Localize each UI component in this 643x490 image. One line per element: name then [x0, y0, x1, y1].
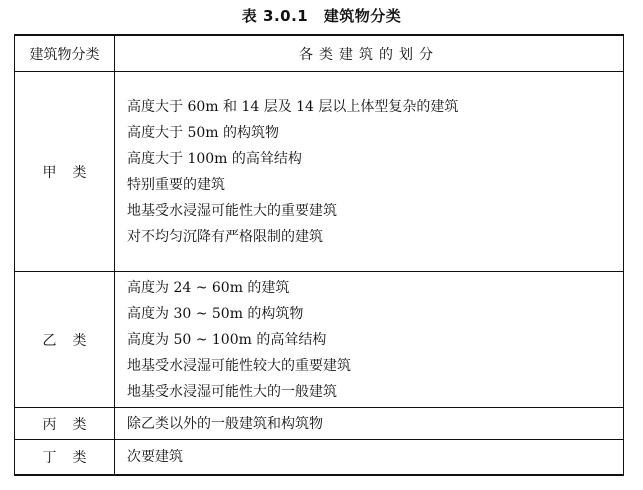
- list-item: 高度大于 100m 的高耸结构: [127, 150, 302, 167]
- table-row-class-c: [15, 408, 623, 440]
- list-item: 次要建筑: [127, 449, 183, 465]
- list-item: 高度大于 60m 和 14 层及 14 层以上体型复杂的建筑: [127, 98, 459, 115]
- category-class-d: 丁类: [15, 440, 115, 474]
- category-class-a: 甲类: [15, 72, 115, 271]
- category-class-c: 丙类: [15, 408, 115, 439]
- list-item: 对不均匀沉降有严格限制的建筑: [127, 228, 323, 245]
- list-item: 高度为 50 ~ 100m 的高耸结构: [127, 331, 327, 348]
- description-class-a: [115, 72, 623, 271]
- table-title: 表 3.0.1 建筑物分类: [241, 7, 402, 25]
- header-description: 各类建筑的划分: [299, 46, 439, 63]
- list-item: 地基受水浸湿可能性较大的重要建筑: [127, 357, 351, 374]
- list-item: 除乙类以外的一般建筑和构筑物: [127, 415, 323, 432]
- category-class-b: 乙类: [15, 272, 115, 407]
- list-item: 高度为 24 ~ 60m 的建筑: [127, 279, 290, 296]
- table-header-row: [15, 36, 623, 72]
- list-item: 高度大于 50m 的构筑物: [127, 124, 279, 141]
- list-item: 地基受水浸湿可能性大的一般建筑: [127, 383, 337, 400]
- description-class-c: [115, 408, 623, 439]
- description-class-b: [115, 272, 623, 407]
- list-item: 高度为 30 ~ 50m 的构筑物: [127, 305, 304, 322]
- table-row-class-b: [15, 272, 623, 408]
- description-class-d: [115, 440, 623, 474]
- building-classification-table: [14, 34, 624, 476]
- table-row-class-d: [15, 440, 623, 474]
- list-item: 地基受水浸湿可能性大的重要建筑: [127, 202, 337, 219]
- table-row-class-a: [15, 72, 623, 272]
- header-category: 建筑物分类: [15, 36, 115, 71]
- list-item: 特别重要的建筑: [127, 176, 225, 193]
